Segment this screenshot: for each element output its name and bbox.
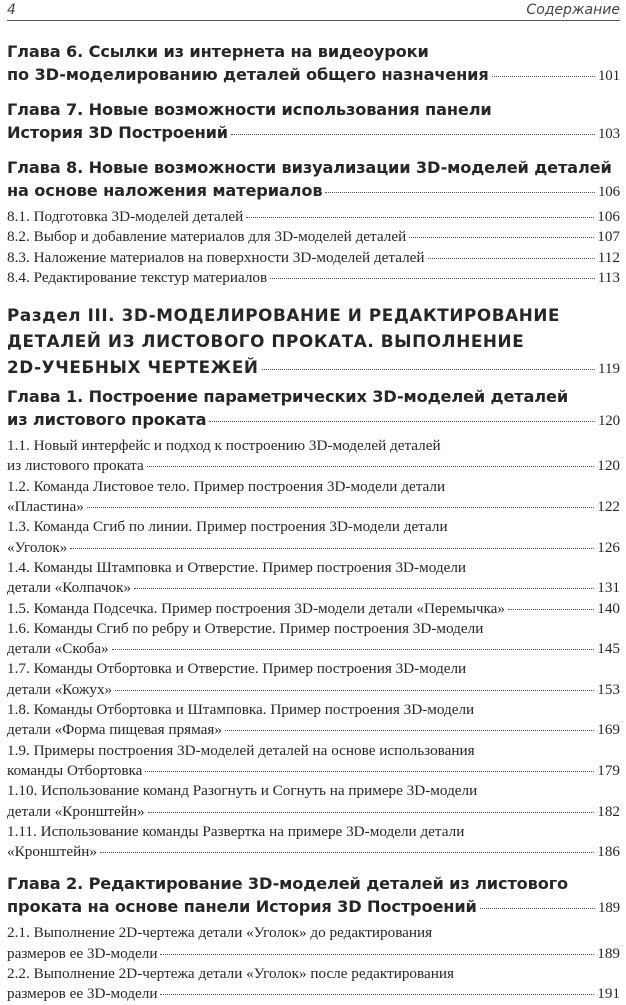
toc-page-number: 182: [597, 802, 620, 820]
dot-leader: [115, 690, 594, 691]
dot-leader: [225, 730, 594, 731]
dot-leader: [70, 548, 594, 549]
toc-page-number: 126: [597, 538, 620, 556]
toc-entry-sub: [7, 700, 620, 741]
toc-page-number: 140: [597, 599, 620, 617]
toc-page-number: 113: [597, 268, 620, 286]
table-of-contents: [7, 40, 620, 1005]
dot-leader: [262, 369, 596, 370]
toc-entry-title-line: 1.3. Команда Сгиб по линии. Пример построения 3D-модели детали: [7, 518, 448, 536]
toc-entry-title-line: 1.9. Примеры построения 3D-моделей деталей на основе использования: [7, 741, 475, 759]
dot-leader: [160, 954, 594, 955]
toc-entry-title-line: 2.2. Выполнение 2D-чертежа детали «Уголок» после редактирования: [7, 965, 454, 983]
toc-entry-title-line: из листового проката: [7, 410, 207, 430]
toc-page-number: 107: [597, 228, 620, 246]
toc-page-number: 120: [597, 457, 620, 475]
toc-page-number: 186: [597, 843, 620, 861]
toc-entry-title-line: 1.5. Команда Подсечка. Пример построения 3D-модели детали «Перемычка»: [7, 599, 506, 617]
toc-entry-title-line: 1.8. Команды Отбортовка и Штамповка. Пример построения 3D-модели: [7, 701, 475, 719]
toc-entry-title-line: 1.1. Новый интерфейс и подход к построению 3D-моделей деталей: [7, 437, 441, 455]
toc-entry-title-line: размеров ее 3D-модели: [7, 944, 158, 962]
toc-entry-sub: [7, 227, 620, 247]
dot-leader: [246, 217, 594, 218]
toc-entry-sub: [7, 517, 620, 558]
toc-entry-title-line: Раздел III. 3D-МОДЕЛИРОВАНИЕ И РЕДАКТИРОВАНИЕ: [7, 305, 561, 326]
toc-entry-sub: [7, 248, 620, 268]
toc-page-number: 106: [597, 184, 620, 200]
toc-entry-title-line: Глава 7. Новые возможности использования панели: [7, 100, 492, 119]
dot-leader: [147, 466, 595, 467]
toc-page-number: 189: [597, 944, 620, 962]
toc-page-number: 119: [598, 361, 620, 378]
toc-page-number: 103: [597, 126, 620, 142]
toc-entry-title-line: 8.3. Наложение материалов на поверхности 3D-моделей деталей: [7, 248, 425, 266]
toc-entry-title-line: детали «Форма пищевая прямая»: [7, 721, 222, 739]
toc-entry-title-line: 8.2. Выбор и добавление материалов для 3D-моделей деталей: [7, 228, 407, 246]
toc-entry-heading: [7, 98, 620, 146]
dot-leader: [160, 994, 594, 995]
toc-entry-sub: [7, 619, 620, 660]
toc-entry-sub: [7, 477, 620, 518]
toc-entry-sub: [7, 822, 620, 863]
toc-entry-title-line: 1.10. Использование команд Разогнуть и Согнуть на примере 3D-модели: [7, 782, 478, 800]
toc-page-number: 122: [597, 498, 620, 516]
toc-entry-title-line: 8.1. Подготовка 3D-моделей деталей: [7, 208, 244, 225]
toc-entry-heading: [7, 40, 620, 88]
toc-entry-title-line: проката на основе панели История 3D Построений: [7, 897, 477, 917]
toc-entry-title-line: «Уголок»: [7, 538, 68, 556]
toc-entry-sub: [7, 558, 620, 599]
dot-leader: [209, 421, 595, 422]
toc-page-number: 120: [597, 413, 620, 430]
toc-entry-title-line: Глава 8. Новые возможности визуализации 3D-моделей деталей: [7, 158, 612, 177]
toc-entry-title-line: детали «Кронштейн»: [7, 802, 145, 820]
toc-page-number: 106: [597, 208, 620, 225]
toc-entry-sub: [7, 268, 620, 288]
dot-leader: [428, 258, 595, 259]
toc-entry-title-line: на основе наложения материалов: [7, 181, 323, 200]
toc-entry-title-line: 1.2. Команда Листовое тело. Пример построения 3D-модели детали: [7, 477, 446, 495]
toc-entry-title-line: Глава 1. Построение параметрических 3D-моделей деталей: [7, 387, 569, 407]
toc-page-number: 189: [597, 900, 620, 917]
toc-page-number: 131: [597, 579, 620, 597]
toc-entry-title-line: Глава 2. Редактирование 3D-моделей деталей из листового: [7, 874, 568, 894]
toc-page-number: 179: [597, 761, 620, 779]
toc-entry-title-line: ДЕТАЛЕЙ ИЗ ЛИСТОВОГО ПРОКАТА. ВЫПОЛНЕНИЕ: [7, 331, 525, 352]
toc-page-number: 145: [597, 640, 620, 658]
toc-entry-title-line: 1.6. Команды Сгиб по ребру и Отверстие. Пример построения 3D-модели: [7, 619, 484, 637]
toc-entry-title-line: 2D-УЧЕБНЫХ ЧЕРТЕЖЕЙ: [7, 357, 259, 378]
dot-leader: [87, 507, 594, 508]
toc-page-number: 101: [597, 68, 620, 84]
toc-entry-sub: [7, 436, 620, 477]
dot-leader: [145, 771, 594, 772]
toc-entry-sub: [7, 781, 620, 822]
toc-entry-sub: [7, 659, 620, 700]
toc-entry-title-line: 2.1. Выполнение 2D-чертежа детали «Уголок» до редактирования: [7, 924, 433, 942]
toc-entry-sub: [7, 207, 620, 227]
toc-entry-section: [7, 302, 620, 382]
running-head: [7, 0, 620, 21]
page-number: 4: [7, 2, 16, 18]
dot-leader: [134, 588, 594, 589]
toc-entry-title-line: из листового проката: [7, 457, 144, 475]
dot-leader: [270, 278, 595, 279]
dot-leader: [508, 609, 594, 610]
toc-entry-title-line: 1.11. Использование команды Развертка на примере 3D-модели детали: [7, 822, 465, 840]
toc-entry-title-line: «Кронштейн»: [7, 843, 97, 861]
toc-entry-title-line: 8.4. Редактирование текстур материалов: [7, 268, 268, 286]
toc-entry-heading: [7, 872, 620, 920]
dot-leader: [100, 852, 594, 853]
dot-leader: [231, 134, 595, 135]
toc-entry-heading: [7, 156, 620, 204]
toc-entry-title-line: История 3D Построений: [7, 123, 228, 142]
dot-leader: [112, 649, 595, 650]
toc-entry-title-line: Глава 6. Ссылки из интернета на видеоуроки: [7, 42, 429, 61]
dot-leader: [492, 76, 595, 77]
dot-leader: [409, 237, 594, 238]
toc-entry-title-line: детали «Кожух»: [7, 680, 113, 698]
toc-page-number: 112: [597, 248, 620, 266]
toc-entry-sub: [7, 741, 620, 782]
running-head-title: Содержание: [526, 2, 620, 18]
toc-page-number: 153: [597, 680, 620, 698]
toc-entry-title-line: «Пластина»: [7, 498, 84, 516]
toc-entry-title-line: 1.7. Команды Отбортовка и Отверстие. Пример построения 3D-модели: [7, 660, 467, 678]
toc-page-number: 169: [597, 721, 620, 739]
toc-entry-title-line: команды Отбортовка: [7, 761, 143, 779]
toc-entry-title-line: детали «Колпачок»: [7, 579, 132, 597]
toc-entry-sub: [7, 599, 620, 619]
toc-entry-title-line: 1.4. Команды Штамповка и Отверстие. Пример построения 3D-модели: [7, 558, 467, 576]
toc-entry-title-line: по 3D-моделированию деталей общего назначения: [7, 65, 489, 84]
toc-entry-title-line: детали «Скоба»: [7, 640, 109, 658]
toc-entry-title-line: размеров ее 3D-модели: [7, 985, 158, 1003]
toc-page-number: 191: [597, 985, 620, 1003]
toc-entry-sub: [7, 923, 620, 964]
dot-leader: [148, 812, 595, 813]
toc-entry-sub: [7, 964, 620, 1005]
dot-leader: [480, 908, 595, 909]
dot-leader: [325, 192, 594, 193]
toc-entry-heading: [7, 385, 620, 433]
